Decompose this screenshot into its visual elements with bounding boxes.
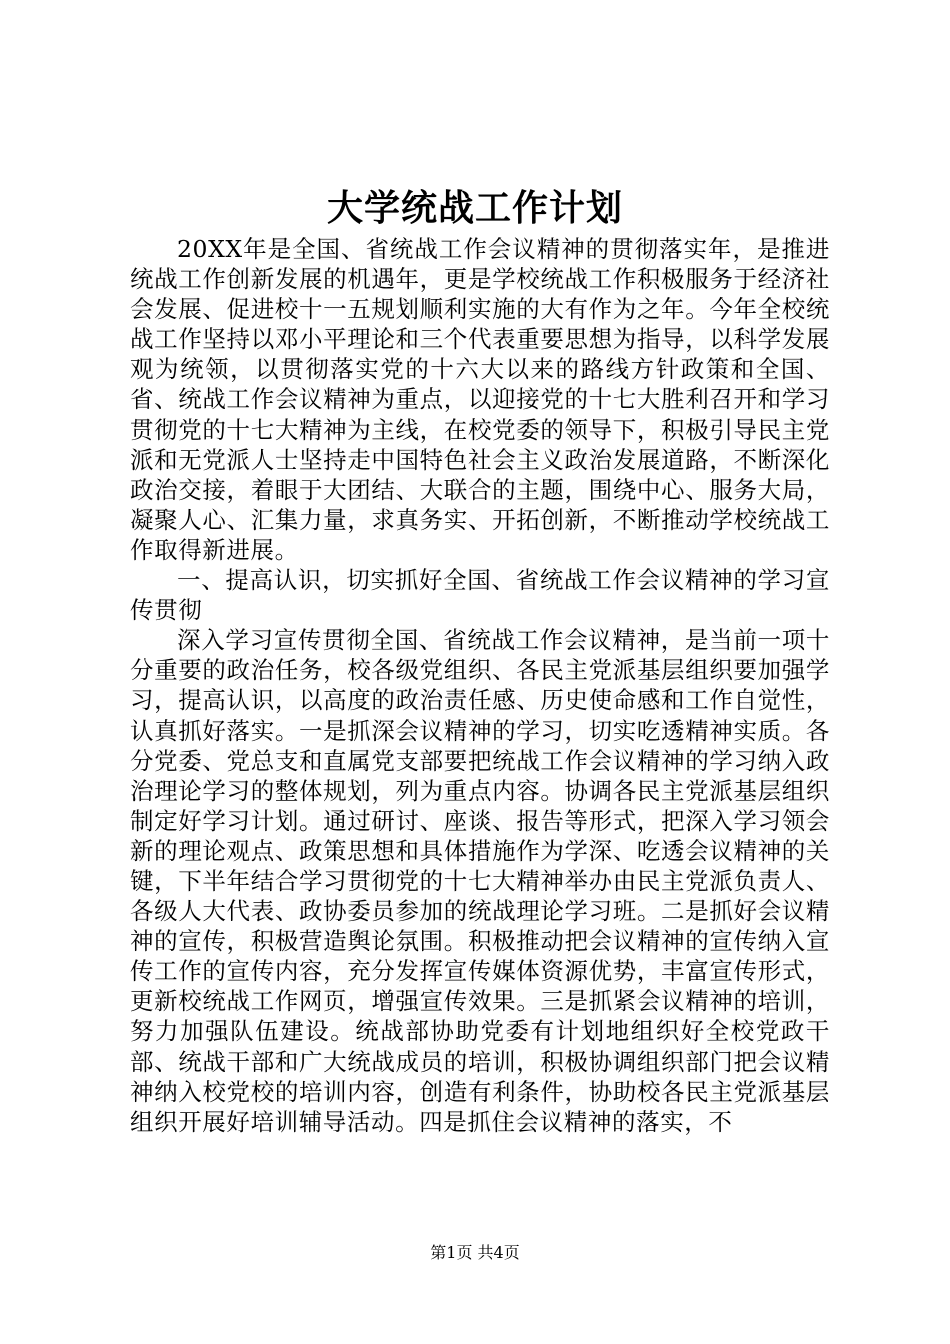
section-heading-1: 一、提高认识，切实抓好全国、省统战工作会议精神的学习宣传贯彻 [130, 566, 830, 625]
document-title: 大学统战工作计划 [326, 187, 623, 229]
intro-paragraph: 20XX年是全国、省统战工作会议精神的贯彻落实年，是推进统战工作创新发展的机遇年，更是学校统战工作积极服务于经济社会发展、促进校十一五规划顺利实施的大有作为之年。今年全校统战工作坚持以邓小平理论和三个代表重要思想为指导，以科学发展观为统领，以贯彻落实党的十六大以来的路线方针政策和全国、省、统战工作会议精神为重点，以迎接党的十七大胜利召开和学习贯彻党的十七大精神为主线，在校党委的领导下，积极引导民主党派和无党派人士坚持走中国特色社会主义政治发展道路，不断深化政治交接，着眼于大团结、大联合的主题，围绕中心、服务大局，凝聚人心、汇集力量，求真务实、开拓创新，不断推动学校统战工作取得新进展。 [130, 235, 830, 564]
section-paragraph-1: 深入学习宣传贯彻全国、省统战工作会议精神，是当前一项十分重要的政治任务，校各级党组织、各民主党派基层组织要加强学习，提高认识，以高度的政治责任感、历史使命感和工作自觉性，认真抓好落实。一是抓深会议精神的学习，切实吃透精神实质。各分党委、党总支和直属党支部要把统战工作会议精神的学习纳入政治理论学习的整体规划，列为重点内容。协调各民主党派基层组织制定好学习计划。通过研讨、座谈、报告等形式，把深入学习领会新的理论观点、政策思想和具体措施作为学深、吃透会议精神的关键，下半年结合学习贯彻党的十七大精神举办由民主党派负责人、各级人大代表、政协委员参加的统战理论学习班。二是抓好会议精神的宣传，积极营造舆论氛围。积极推动把会议精神的宣传纳入宣传工作的宣传内容，充分发挥宣传媒体资源优势，丰富宣传形式，更新校统战工作网页，增强宣传效果。三是抓紧会议精神的培训，努力加强队伍建设。统战部协助党委有计划地组织好全校党政干部、统战干部和广大统战成员的培训，积极协调组织部门把会议精神纳入校党校的培训内容，创造有利条件，协助校各民主党派基层组织开展好培训辅导活动。四是抓住会议精神的落实，不 [130, 626, 830, 1136]
page-footer: 第1页 共4页 [430, 1243, 520, 1262]
document-body [130, 234, 830, 1137]
